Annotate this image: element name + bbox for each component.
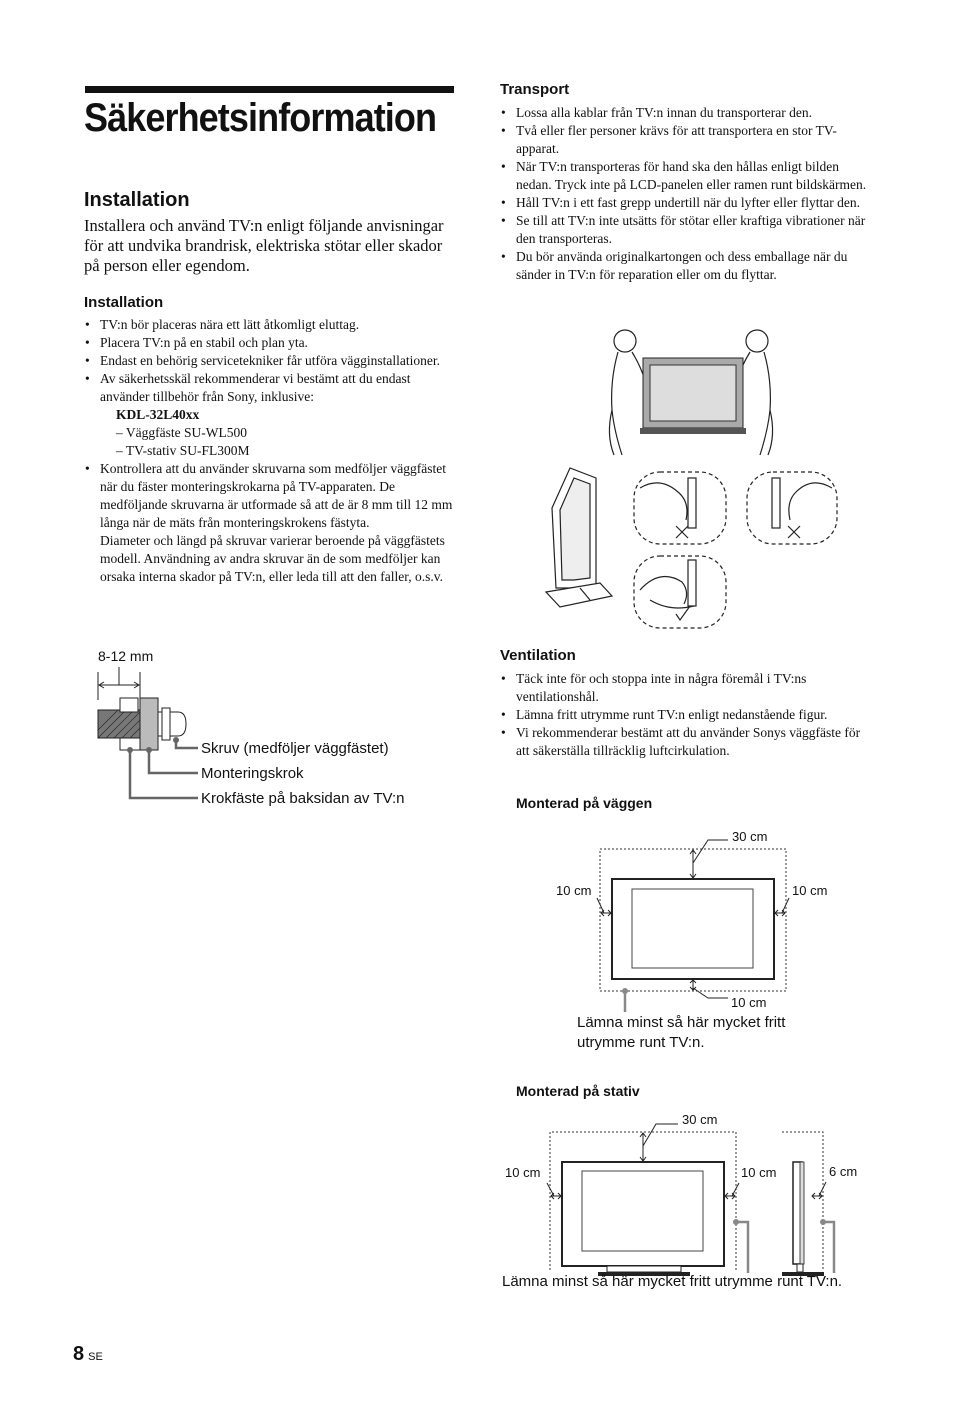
- list-item: • Vi rekommenderar bestämt att du använder Sonys väggfäste för att säkerställa tillräcklig luftcirkulation.: [500, 724, 872, 760]
- stand-left-clearance: 10 cm: [505, 1165, 541, 1180]
- model-number: KDL-32L40xx: [116, 407, 200, 422]
- screw-label: Skruv (medföljer väggfästet): [201, 740, 389, 757]
- installation-heading: Installation: [84, 189, 190, 211]
- wall-note-line2: utrymme runt TV:n.: [577, 1034, 705, 1051]
- bracket-label: Krokfäste på baksidan av TV:n: [201, 790, 405, 807]
- list-item: • Två eller fler personer krävs för att transportera en stor TV-apparat.: [500, 122, 872, 158]
- screw-note: Diameter och längd på skruvar varierar beroende på väggfästets modell. Användning av andra skruvar än de som medföljer kan orsaka interna skador på TV:n, eller leda till att den faller, o.s.v.: [100, 533, 445, 584]
- accessory-item: – TV-stativ SU-FL300M: [116, 443, 250, 458]
- list-item: • Du bör använda originalkartongen och dess emballage när du sänder in TV:n för reparation eller om du flyttar.: [500, 248, 872, 284]
- list-item: • Täck inte för och stoppa inte in några föremål i TV:ns ventilationshål.: [500, 670, 872, 706]
- page-number: 8: [73, 1343, 85, 1365]
- stand-mounted-heading: Monterad på stativ: [516, 1083, 640, 1099]
- list-item: • TV:n bör placeras nära ett lätt åtkomligt eluttag.: [84, 316, 454, 334]
- wall-left-clearance: 10 cm: [556, 883, 592, 898]
- wall-right-clearance: 10 cm: [792, 883, 828, 898]
- list-item-text: Av säkerhetsskäl rekommenderar vi bestämt att du endast använder tillbehör från Sony, inklusive:: [100, 371, 411, 404]
- stand-top-clearance: 30 cm: [682, 1112, 718, 1127]
- wall-note-line1: Lämna minst så här mycket fritt: [577, 1014, 786, 1031]
- list-item: • När TV:n transporteras för hand ska den hållas enligt bilden nedan. Tryck inte på LCD-panelen eller ramen runt bildskärmen.: [500, 158, 872, 194]
- stand-note: Lämna minst så här mycket fritt utrymme runt TV:n.: [502, 1273, 843, 1290]
- stand-side-clearance: 6 cm: [829, 1164, 858, 1179]
- wall-bottom-clearance: 10 cm: [731, 995, 767, 1010]
- list-item: • Placera TV:n på en stabil och plan yta.: [84, 334, 454, 352]
- transport-heading: Transport: [500, 81, 570, 98]
- list-item: • Se till att TV:n inte utsätts för stötar eller kraftiga vibrationer när den transporteras.: [500, 212, 872, 248]
- accessory-item: – Väggfäste SU-WL500: [116, 425, 247, 440]
- list-item: • Lossa alla kablar från TV:n innan du transporterar den.: [500, 104, 872, 122]
- list-item: • Endast en behörig servicetekniker får utföra vägginstallationer.: [84, 352, 454, 370]
- screw-dimension-label: 8-12 mm: [98, 648, 154, 664]
- wall-top-clearance: 30 cm: [732, 829, 768, 844]
- list-item: • Lämna fritt utrymme runt TV:n enligt nedanstående figur.: [500, 706, 872, 724]
- installation-subheading: Installation: [84, 294, 164, 311]
- hook-label: Monteringskrok: [201, 765, 304, 782]
- wall-mounted-heading: Monterad på väggen: [516, 795, 653, 811]
- list-item-text: Kontrollera att du använder skruvarna som medföljer väggfästet när du fäster monteringskrokarna på TV-apparaten. De medföljande skruvarna är utformade så att de är 8 mm till 12 mm långa när de mäts från monteringskrokens fästyta.: [100, 461, 453, 530]
- page-footer: [73, 1343, 103, 1366]
- installation-intro: Installera och använd TV:n enligt följande anvisningar för att undvika brandrisk, elektriska stötar eller skador på person eller egendom.: [84, 216, 444, 275]
- page-title: Säkerhetsinformation: [84, 96, 437, 140]
- stand-right-clearance: 10 cm: [741, 1165, 777, 1180]
- ventilation-heading: Ventilation: [500, 647, 576, 664]
- list-item: • Håll TV:n i ett fast grepp undertill när du lyfter eller flyttar den.: [500, 194, 872, 212]
- language-code: SE: [88, 1351, 103, 1363]
